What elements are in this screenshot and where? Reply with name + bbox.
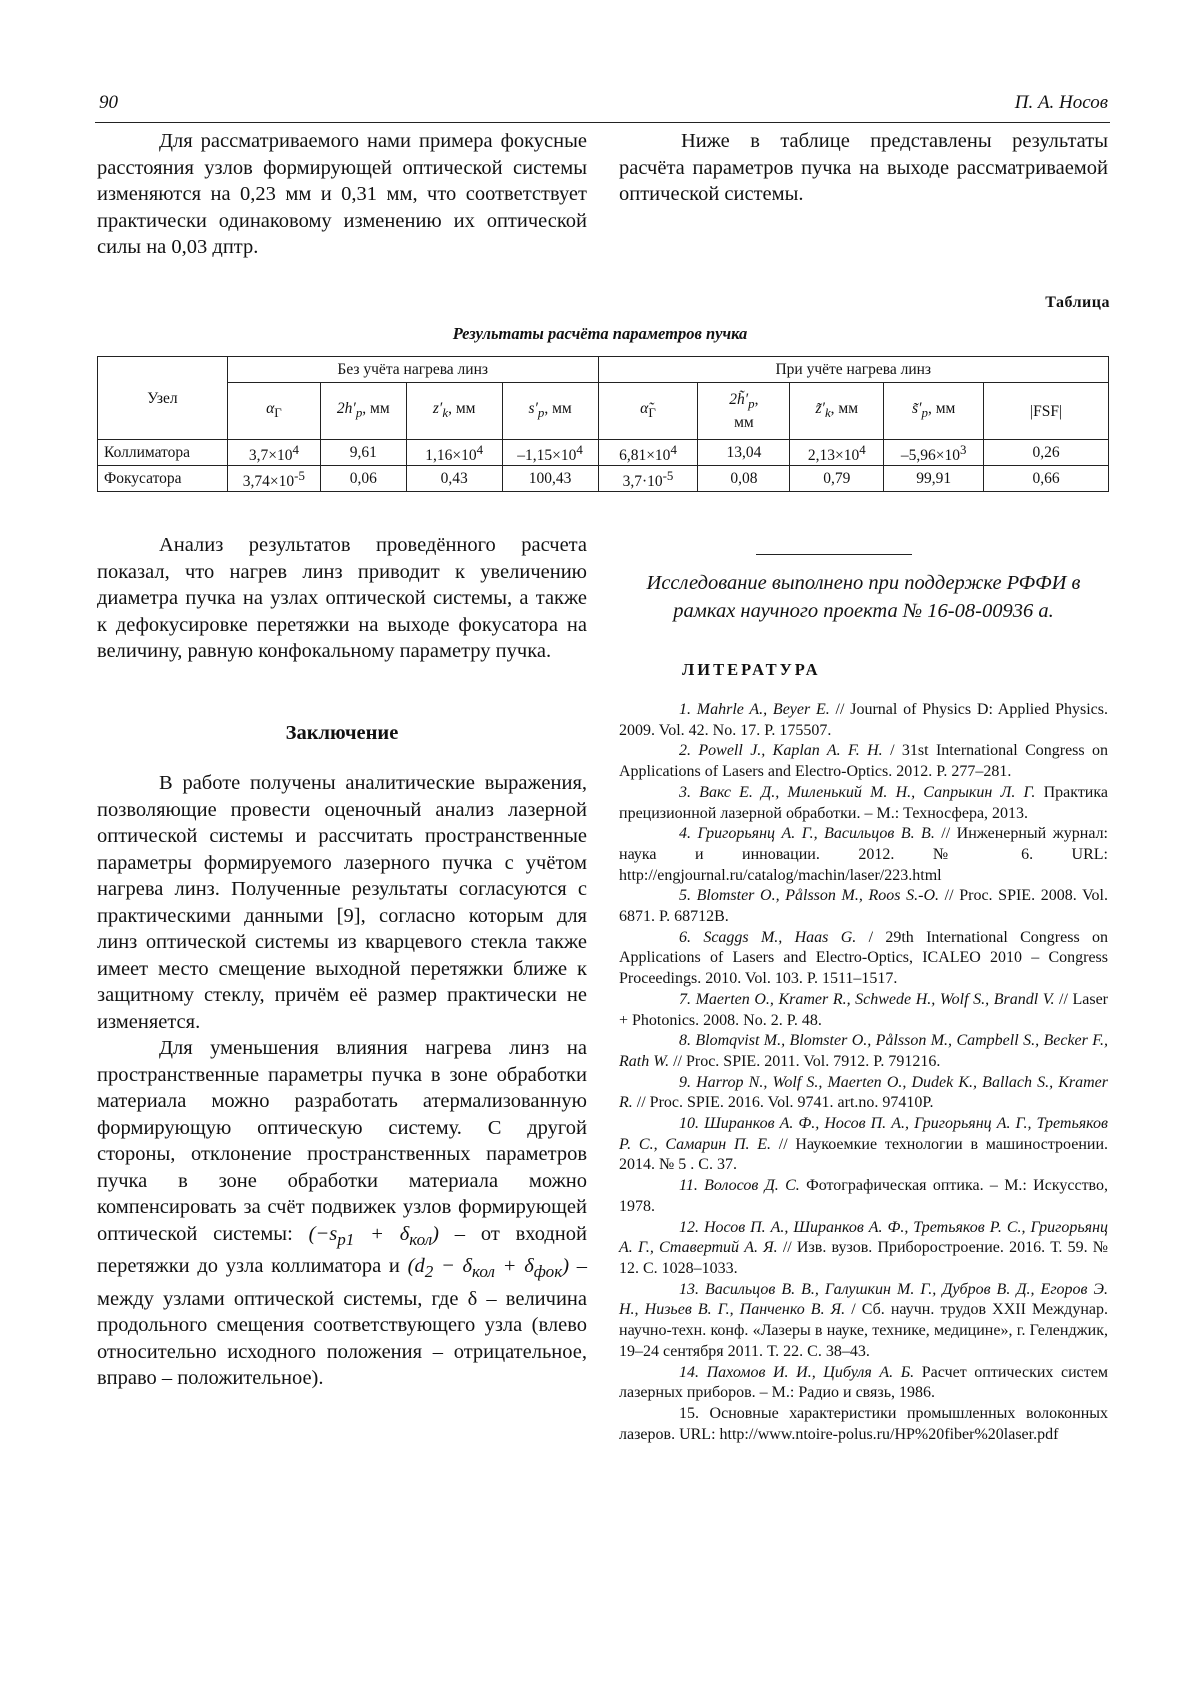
- page-header: [95, 92, 1110, 123]
- node-header: Узел: [98, 357, 228, 440]
- support-note: Исследование выполнено при поддержке РФФИ в рамках научного проекта № 16-08-00936 а.: [646, 572, 1081, 622]
- formula-collimator: $(-s_{p1} + \delta_{кол})$: [308, 1222, 439, 1249]
- results-table: [97, 356, 1109, 492]
- reference-item: 8. Blomqvist M., Blomster O., Pålsson M., Campbell S., Becker F., Rath W. // Proc. SPIE. 2011. Vol. 7912. P. 791216.: [619, 1032, 1108, 1070]
- cell-s-heated: $-5,96\times 10^3$: [884, 440, 984, 466]
- page-number: 90: [99, 92, 118, 113]
- analysis-block: [97, 532, 587, 665]
- conclusion-block: [97, 770, 587, 1392]
- reference-item: 6. Scaggs M., Haas G. / 29th International Congress on Applications of Lasers and Electro-Optics, ICALEO 2010 – Congress Proceedings. 2010. Vol. 103. P. 1511–1517.: [619, 928, 1108, 988]
- cell-2h-heated: 13,04: [698, 440, 790, 466]
- conclusion-paragraph-1: В работе получены аналитические выражения, позволяющие провести оценочный анализ лазерной оптической системы и рассчитать пространственные параметры формируемого лазерного пучка с учётом нагрева линз. Полученные результаты согласуются с практическими данными [9], согласно которым для линз оптической системы из кварцевого стекла также имеет место смещение выходной перетяжки ближе к защитному стеклу, причём её размер практически не изменяется.: [97, 772, 587, 1033]
- col-fsf: |FSF|: [984, 383, 1109, 440]
- row-name: Фокусатора: [98, 466, 228, 492]
- cell-2h: 0,06: [320, 466, 406, 492]
- cell-2h: 9,61: [320, 440, 406, 466]
- cell-z-heated: $2,13\times 10^4$: [790, 440, 884, 466]
- reference-item: 5. Blomster O., Pålsson M., Roos S.-O. // Proc. SPIE. 2008. Vol. 6871. P. 68712B.: [619, 887, 1109, 926]
- reference-item: 11. Волосов Д. С. Фотографическая оптика. – М.: Искусство, 1978.: [619, 1177, 1109, 1215]
- conclusion-paragraph-2: Для уменьшения влияния нагрева линз на пространственные параметры пучка в зоне обработки материала можно разработать атермализованную формирующую оптическую систему. С другой стороны, отклонение пространственных параметров пучка в зоне обработки материала можно компенсировать за счёт подвижек узлов формирующей оптической системы: $(-s_{p1} + \delta_{кол})$ – от входной перетяжки до узла коллиматора и $(d_2 - \delta_{кол} + \delta_{фок})$ – между узлами оптической системы, где δ – величина продольного смещения соответствующего узла (влево относительно исходного положения – отрицательное, вправо – положительное).: [97, 1037, 588, 1390]
- cell-fsf: 0,66: [984, 466, 1109, 492]
- col-z: $z'_k$, мм: [406, 383, 502, 440]
- intro-right-column: [619, 128, 1108, 208]
- reference-item: 13. Васильцов В. В., Галушкин М. Г., Дубров В. Д., Егоров Э. Н., Низьев В. Г., Панченко В. Я. / Сб. научн. трудов XXII Междунар. научно-техн. конф. «Лазеры в науке, технике, медицине», г. Геленджик, 19–24 сентября 2011. Т. 22. С. 38–43.: [619, 1280, 1108, 1360]
- cell-s: $-1,15\times 10^4$: [502, 440, 598, 466]
- conclusion-title: Заключение: [285, 722, 399, 744]
- cell-fsf: 0,26: [984, 440, 1109, 466]
- reference-item: 3. Вакс Е. Д., Миленький М. Н., Сапрыкин Л. Г. Практика прецизионной лазерной обработки. – М.: Техносфера, 2013.: [619, 783, 1108, 822]
- cell-z: 0,43: [406, 466, 502, 492]
- row-name: Коллиматора: [98, 440, 228, 466]
- references-list: [619, 700, 1108, 1445]
- cell-alpha-heated: $3,7\cdot 10^{-5}$: [598, 466, 698, 492]
- col-alpha-heated: $\alphã_Г$: [598, 383, 698, 440]
- group-header-without-heating: Без учёта нагрева линз: [227, 357, 598, 383]
- reference-item: 4. Григорьянц А. Г., Васильцов В. В. // Инженерный журнал: наука и инновации. 2012. № 6. URL: http://engjournal.ru/catalog/machin/laser/223.html: [619, 825, 1109, 884]
- table-header-row-1: [98, 357, 1109, 383]
- intro-right-paragraph: Ниже в таблице представлены результаты расчёта параметров пучка на выходе рассматриваемой оптической системы.: [619, 130, 1108, 205]
- col-2h-heated: $2h̃'_p$, мм: [698, 383, 790, 440]
- running-author: П. А. Носов: [1014, 92, 1108, 113]
- analysis-paragraph: Анализ результатов проведённого расчета показал, что нагрев линз приводит к увеличению диаметра пучка на узлах оптической системы, а также к дефокусировке перетяжки на выходе фокусатора на величину, равную конфокальному параметру пучка.: [97, 534, 587, 662]
- reference-item: 10. Ширанков А. Ф., Носов П. А., Григорьянц А. Г., Третьяков Р. С., Самарин П. Е. // Наукоемкие технологии в машиностроении. 2014. № 5 . С. 37.: [619, 1115, 1109, 1174]
- cell-alpha: $3,7\times 10^4$: [227, 440, 320, 466]
- col-2h: $2h'_p$, мм: [320, 383, 406, 440]
- references-title: ЛИТЕРАТУРА: [682, 660, 821, 679]
- table-row: [98, 440, 1109, 466]
- reference-item: 12. Носов П. А., Ширанков А. Ф., Третьяков Р. С., Григорьянц А. Г., Ставертий А. Я. // Изв. вузов. Приборостроение. 2016. Т. 59. № 12. С. 1028–1033.: [619, 1218, 1109, 1277]
- cell-2h-heated: 0,08: [698, 466, 790, 492]
- intro-left-column: [97, 128, 587, 261]
- col-z-heated: $z̃'_k$, мм: [790, 383, 884, 440]
- reference-item: 7. Maerten O., Kramer R., Schwede H., Wolf S., Brandl V. // Laser + Photonics. 2008. No. 2. P. 48.: [619, 990, 1109, 1029]
- col-alpha: $\alpha_Г$: [227, 383, 320, 440]
- group-header-with-heating: При учёте нагрева линз: [598, 357, 1108, 383]
- formula-between-nodes: $(d_2 - \delta_{кол} + \delta_{фок})$: [407, 1255, 570, 1282]
- cell-s-heated: 99,91: [884, 466, 984, 492]
- cell-alpha: $3,74\times 10^{-5}$: [227, 466, 320, 492]
- reference-item: 2. Powell J., Kaplan A. F. H. / 31st International Congress on Applications of Lasers and Electro-Optics. 2012. P. 277–281.: [619, 742, 1108, 781]
- reference-item: 9. Harrop N., Wolf S., Maerten O., Dudek K., Ballach S., Kramer R. // Proc. SPIE. 2016. Vol. 9741. art.no. 97410P.: [619, 1073, 1108, 1112]
- cell-s: 100,43: [502, 466, 598, 492]
- table-row: [98, 466, 1109, 492]
- cell-alpha-heated: $6,81\times 10^4$: [598, 440, 698, 466]
- col-s: $s'_p$, мм: [502, 383, 598, 440]
- intro-left-paragraph: Для рассматриваемого нами примера фокусные расстояния узлов формирующей оптической системы изменяются на 0,23 мм и 0,31 мм, что соответствует практически одинаковому изменению их оптической силы на 0,03 дптр.: [97, 130, 587, 258]
- table-label: Таблица: [1045, 294, 1110, 311]
- footnote-separator: [756, 554, 912, 555]
- col-s-heated: $s̃'_p$, мм: [884, 383, 984, 440]
- reference-item: 1. Mahrle A., Beyer E. // Journal of Physics D: Applied Physics. 2009. Vol. 42. No. 17. P. 175507.: [619, 701, 1109, 739]
- reference-item: 15. Основные характеристики промышленных волоконных лазеров. URL: http://www.ntoire-polus.ru/HP%20fiber%20laser.pdf: [619, 1404, 1108, 1443]
- cell-z: $1,16\times 10^4$: [406, 440, 502, 466]
- table-caption: Результаты расчёта параметров пучка: [452, 324, 748, 343]
- table-header-row-2: [98, 383, 1109, 440]
- reference-item: 14. Пахомов И. И., Цибуля А. Б. Расчет оптических систем лазерных приборов. – М.: Радио и связь, 1986.: [619, 1363, 1108, 1402]
- cell-z-heated: 0,79: [790, 466, 884, 492]
